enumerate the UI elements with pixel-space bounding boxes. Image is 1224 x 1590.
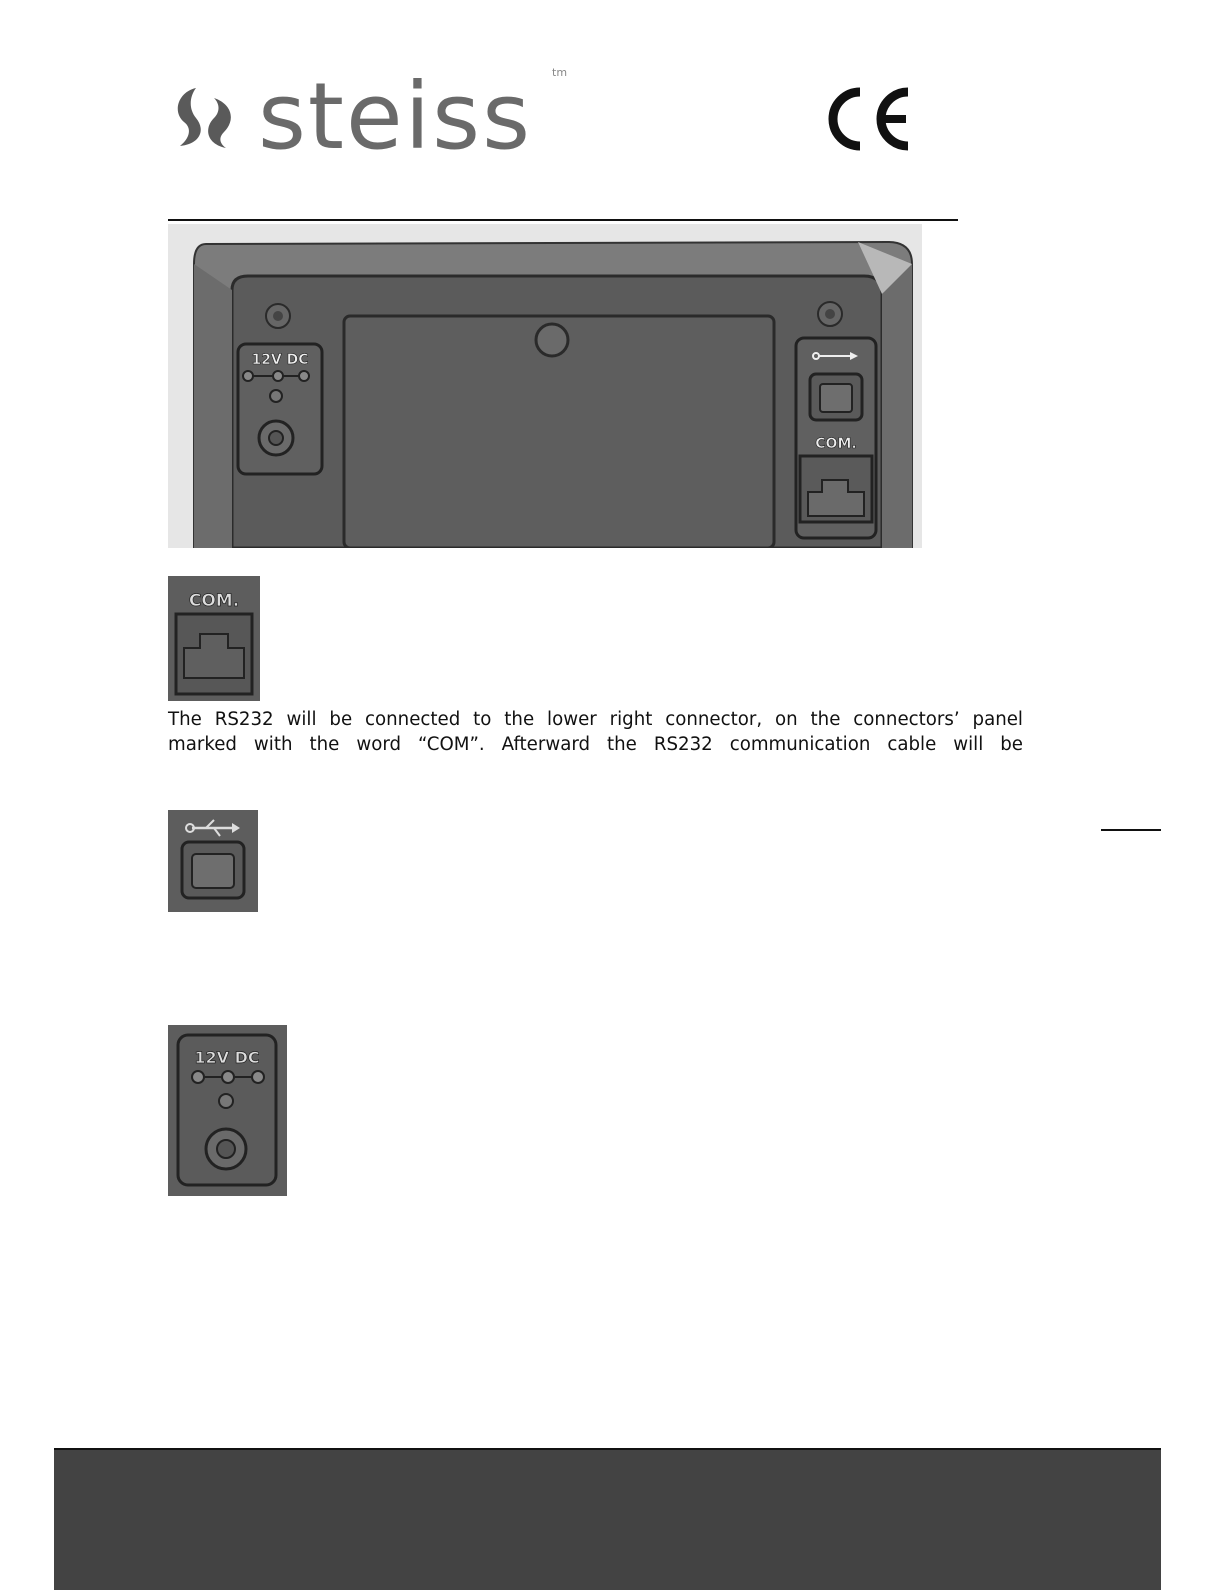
header-rule <box>168 219 958 221</box>
svg-text:COM.: COM. <box>188 591 240 611</box>
svg-text:12V DC: 12V DC <box>251 352 309 368</box>
usb-connector-closeup <box>168 810 258 912</box>
dc-connector-closeup <box>168 1025 287 1196</box>
svg-text:COM.: COM. <box>815 436 857 452</box>
footer-band <box>54 1448 1161 1590</box>
logo-text: steiss <box>258 63 533 162</box>
device-connector-panel-photo <box>168 224 922 548</box>
svg-text:12V DC: 12V DC <box>194 1048 260 1067</box>
ce-mark <box>828 86 914 152</box>
logo-tm: tm <box>552 66 568 79</box>
paragraph-line-2: marked with the word “COM”. Afterward the RS232 communication cable will be <box>168 734 1023 755</box>
rs232-paragraph <box>168 707 1023 757</box>
com-connector-closeup <box>168 576 260 701</box>
steiss-logo <box>166 62 576 162</box>
margin-rule <box>1101 829 1161 831</box>
paragraph-line-1: The RS232 will be connected to the lower right connector, on the connectors’ panel <box>168 709 1023 730</box>
